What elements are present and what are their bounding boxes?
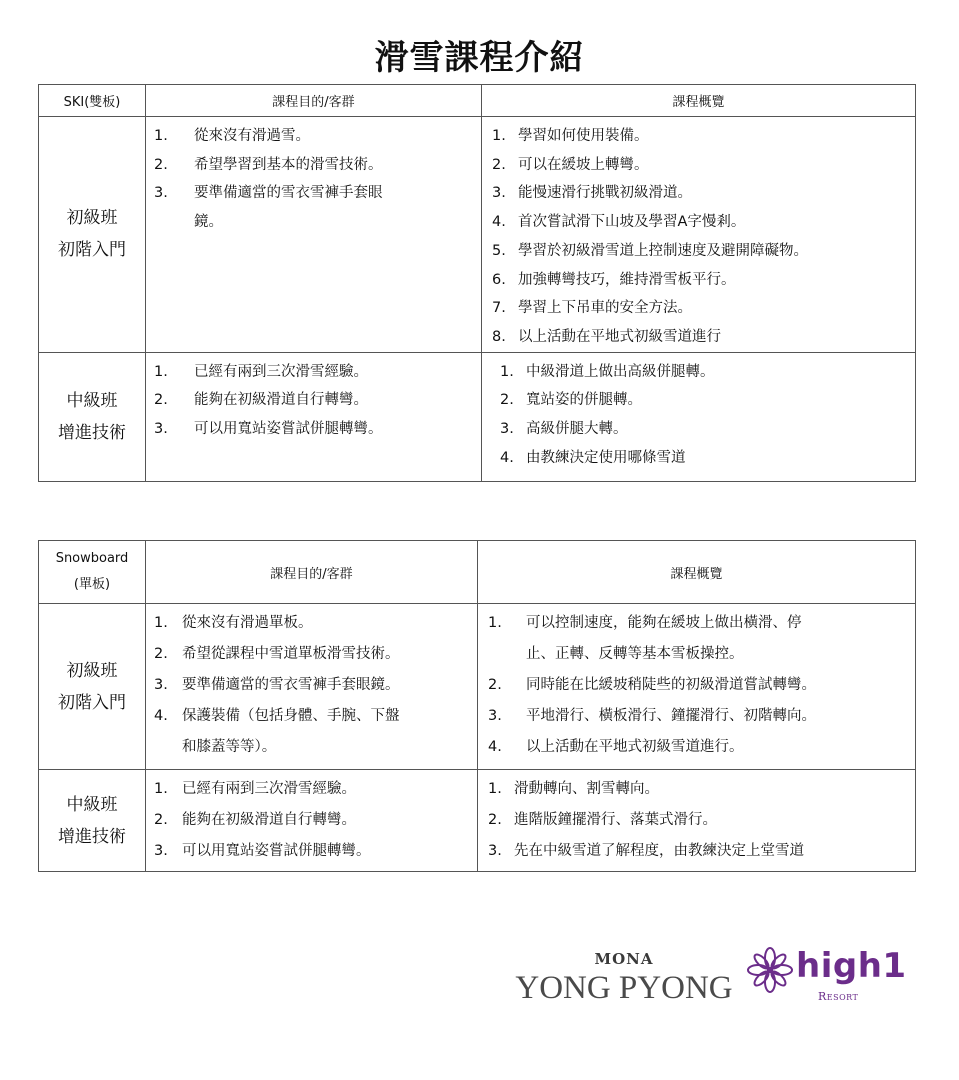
list-item [154, 670, 473, 701]
list-item [154, 805, 473, 836]
level-cell [39, 770, 146, 872]
list-item [492, 179, 911, 208]
list-item-number: 8. [492, 328, 506, 345]
list-item-number: 1. [154, 128, 168, 144]
table-row-beginner [39, 117, 916, 353]
list-item-text: 可以在緩坡上轉彎。 [518, 156, 649, 173]
list-item-text: 可以用寬站姿嘗試併腿轉彎。 [182, 843, 371, 859]
list-item [492, 151, 911, 180]
level-cell [39, 352, 146, 481]
goals-list [146, 604, 477, 763]
overview-cell [478, 604, 916, 770]
list-item [154, 179, 477, 208]
list-item-text: 進階版鐘擺滑行、落葉式滑行。 [514, 812, 717, 828]
list-item [154, 386, 477, 415]
type-header-line: Snowboard [55, 551, 129, 566]
list-item-text: 學習上下吊車的安全方法。 [518, 300, 692, 317]
overview-cell [482, 117, 916, 353]
list-item [500, 358, 911, 387]
list-item [492, 266, 911, 295]
goals-cell [146, 604, 478, 770]
table-row-intermediate [39, 770, 916, 872]
col-overview-header: 課程概覽 [482, 85, 916, 117]
list-item-text: 同時能在比緩坡稍陡些的初級滑道嘗試轉彎。 [526, 677, 816, 693]
list-item [492, 237, 911, 266]
list-item-text: 鏡。 [194, 214, 223, 231]
list-item-text: 已經有兩到三次滑雪經驗。 [182, 781, 356, 797]
ski-course-table [38, 84, 916, 482]
overview-list [482, 117, 915, 352]
level-cell [39, 117, 146, 353]
flower-icon [746, 946, 794, 994]
list-item-text: 已經有兩到三次滑雪經驗。 [194, 363, 368, 380]
list-item-text: 以上活動在平地式初級雪道進行。 [526, 739, 744, 755]
list-item-number: 3. [154, 843, 168, 859]
list-item-number: 1. [154, 615, 168, 631]
list-item-number: 2. [488, 677, 502, 693]
yongpyong-logo [506, 950, 742, 1010]
list-item-number: 4. [492, 214, 506, 231]
list-item-number: 1. [488, 615, 502, 631]
list-item [154, 151, 477, 180]
list-item [500, 415, 911, 444]
list-item [154, 836, 473, 867]
list-item-number: 2. [154, 156, 168, 173]
list-item-text: 保護裝備（包括身體、手腕、下盤 [182, 708, 400, 724]
high1-logo-word: high1 [796, 946, 907, 986]
yongpyong-logo-top: MONA [594, 950, 654, 968]
list-item [492, 208, 911, 237]
goals-list [146, 770, 477, 867]
list-item [154, 208, 477, 237]
type-header-line: (單板) [73, 577, 111, 592]
level-subtitle: 初階入門 [58, 240, 126, 261]
list-item-number: 2. [154, 646, 168, 662]
list-item-number: 3. [488, 708, 502, 724]
list-item-number: 1. [154, 781, 168, 797]
list-item-number: 4. [500, 449, 514, 466]
yongpyong-logo-main: YONG PYONG [515, 970, 733, 1006]
col-overview-header: 課程概覽 [478, 541, 916, 604]
list-item [488, 836, 911, 867]
document-title: 滑雪課程介紹 [374, 38, 585, 78]
level-name: 中級班 [66, 794, 118, 815]
overview-list [478, 604, 915, 763]
list-item-number: 4. [154, 708, 168, 724]
list-item-number: 2. [488, 812, 502, 828]
list-item [488, 639, 911, 670]
goals-cell [146, 352, 482, 481]
list-item [154, 358, 477, 387]
list-item-number: 3. [154, 185, 168, 202]
list-item-text: 從來沒有滑過雪。 [194, 128, 310, 144]
table-row-intermediate [39, 352, 916, 481]
list-item [488, 774, 911, 805]
col-type-header: SKI(雙板) [39, 85, 146, 117]
goals-list [146, 353, 481, 444]
list-item [488, 608, 911, 639]
list-item [500, 386, 911, 415]
level-subtitle: 增進技術 [58, 826, 126, 847]
list-item-number: 6. [492, 271, 506, 288]
list-item-number: 3. [488, 843, 502, 859]
list-item-number: 3. [154, 677, 168, 693]
table-row-beginner [39, 604, 916, 770]
list-item-text: 能夠在初級滑道自行轉彎。 [194, 392, 368, 409]
list-item [488, 670, 911, 701]
list-item-text: 平地滑行、橫板滑行、鐘擺滑行、初階轉向。 [526, 708, 816, 724]
snowboard-course-table [38, 540, 916, 872]
list-item-number: 1. [154, 363, 168, 380]
list-item-text: 由教練決定使用哪條雪道 [526, 449, 686, 466]
list-item-text: 首次嘗試滑下山坡及學習A字慢剎。 [518, 214, 746, 231]
level-subtitle: 增進技術 [58, 422, 126, 443]
list-item [492, 122, 911, 151]
list-item-number: 2. [492, 156, 506, 173]
list-item-number: 4. [488, 739, 502, 755]
list-item-number: 1. [500, 363, 514, 380]
list-item [488, 732, 911, 763]
level-name: 初級班 [66, 208, 118, 229]
list-item-text: 要準備適當的雪衣雪褲手套眼鏡。 [182, 677, 400, 693]
overview-cell [478, 770, 916, 872]
col-goals-header: 課程目的/客群 [146, 541, 478, 604]
list-item-number: 3. [154, 421, 168, 438]
list-item-text: 學習如何使用裝備。 [518, 128, 649, 144]
goals-cell [146, 770, 478, 872]
list-item-text: 可以控制速度，能夠在緩坡上做出橫滑、停 [526, 615, 802, 631]
table-header-row [39, 85, 916, 117]
goals-list [146, 117, 481, 237]
list-item [154, 701, 473, 732]
list-item [488, 805, 911, 836]
overview-list [482, 353, 915, 473]
high1-logo [746, 944, 906, 1010]
list-item [154, 415, 477, 444]
level-name: 初級班 [66, 660, 118, 681]
list-item-text: 寬站姿的併腿轉。 [526, 392, 642, 409]
list-item-text: 以上活動在平地式初級雪道進行 [518, 328, 721, 345]
list-item-number: 2. [500, 392, 514, 409]
list-item-text: 從來沒有滑過單板。 [182, 615, 313, 631]
list-item [154, 774, 473, 805]
list-item [154, 732, 473, 763]
list-item-text: 中級滑道上做出高級併腿轉。 [526, 363, 715, 380]
level-subtitle: 初階入門 [58, 692, 126, 713]
list-item-text: 止、正轉、反轉等基本雪板操控。 [526, 646, 744, 662]
list-item-text: 希望從課程中雪道單板滑雪技術。 [182, 646, 400, 662]
goals-cell [146, 117, 482, 353]
list-item [154, 122, 477, 151]
list-item-number: 2. [154, 392, 168, 409]
list-item [154, 608, 473, 639]
list-item-text: 和膝蓋等等）。 [182, 739, 277, 755]
overview-list [478, 770, 915, 867]
list-item-text: 要準備適當的雪衣雪褲手套眼 [194, 185, 383, 202]
col-goals-header: 課程目的/客群 [146, 85, 482, 117]
list-item-text: 滑動轉向、割雪轉向。 [514, 781, 659, 797]
list-item [492, 323, 911, 352]
list-item-text: 加強轉彎技巧，維持滑雪板平行。 [518, 271, 736, 288]
list-item-text: 先在中級雪道了解程度，由教練決定上堂雪道 [514, 843, 804, 859]
high1-logo-sub: Resort [818, 990, 859, 1003]
level-cell [39, 604, 146, 770]
table-header-row [39, 541, 916, 604]
list-item-text: 能夠在初級滑道自行轉彎。 [182, 812, 356, 828]
level-name: 中級班 [66, 390, 118, 411]
list-item [500, 444, 911, 473]
list-item [488, 701, 911, 732]
list-item [154, 639, 473, 670]
list-item-number: 3. [500, 421, 514, 438]
list-item-text: 能慢速滑行挑戰初級滑道。 [518, 185, 692, 202]
list-item-text: 學習於初級滑雪道上控制速度及避開障礙物。 [518, 242, 808, 259]
list-item-number: 2. [154, 812, 168, 828]
list-item-number: 1. [488, 781, 502, 797]
list-item-number: 3. [492, 185, 506, 202]
list-item-number: 1. [492, 128, 506, 144]
list-item [492, 294, 911, 323]
list-item-number: 5. [492, 242, 506, 259]
list-item-number: 7. [492, 300, 506, 317]
col-type-header [39, 541, 146, 604]
list-item-text: 希望學習到基本的滑雪技術。 [194, 156, 383, 173]
overview-cell [482, 352, 916, 481]
list-item-text: 高級併腿大轉。 [526, 421, 628, 438]
list-item-text: 可以用寬站姿嘗試併腿轉彎。 [194, 421, 383, 438]
